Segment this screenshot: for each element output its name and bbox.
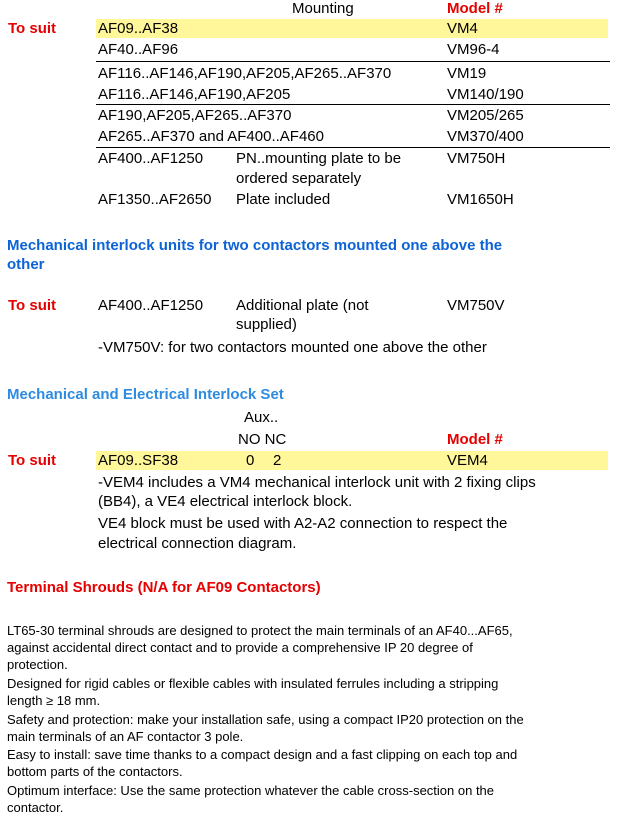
model-cell: VM750H [447, 150, 506, 167]
no-nc-header: NO NC [238, 431, 287, 448]
note-cell: ordered separately [236, 170, 362, 187]
model-header: Model # [447, 0, 503, 17]
model-cell: VM750V [447, 297, 505, 314]
range-cell: AF09..AF38 [98, 20, 179, 37]
model-cell: VM4 [447, 20, 478, 37]
paragraph-line: protection. [7, 657, 68, 672]
range-cell: AF116..AF146,AF190,AF205 [98, 86, 291, 103]
model-cell: VM1650H [447, 191, 514, 208]
model-header: Model # [447, 431, 503, 448]
range-cell: AF09..SF38 [98, 452, 179, 469]
paragraph-line: Safety and protection: make your installation safe, using a compact IP20 protection on the [7, 712, 524, 727]
paragraph-line: bottom parts of the contactors. [7, 764, 183, 779]
range-cell: AF400..AF1250 [98, 297, 204, 314]
remark-text: -VM750V: for two contactors mounted one above the other [98, 339, 487, 356]
paragraph-line: main terminals of an AF contactor 3 pole. [7, 729, 244, 744]
model-cell: VM19 [447, 65, 487, 82]
section-title: Mechanical interlock units for two contactors mounted one above the [7, 237, 503, 254]
divider [96, 104, 610, 105]
model-cell: VM96-4 [447, 41, 500, 58]
range-cell: AF1350..AF2650 [98, 191, 212, 208]
description-line: -VEM4 includes a VM4 mechanical interlock unit with 2 fixing clips [98, 474, 536, 491]
to-suit-label: To suit [8, 297, 57, 314]
paragraph-line: contactor. [7, 800, 64, 815]
paragraph-line: LT65-30 terminal shrouds are designed to protect the main terminals of an AF40...AF65, [7, 623, 513, 638]
range-cell: AF265..AF370 and AF400..AF460 [98, 128, 324, 145]
to-suit-label: To suit [8, 20, 57, 37]
no-value: 0 [246, 452, 255, 469]
paragraph-line: length ≥ 18 mm. [7, 693, 101, 708]
aux-header: Aux.. [244, 409, 279, 426]
section-title: Terminal Shrouds (N/A for AF09 Contactors) [7, 579, 321, 596]
paragraph-line: Optimum interface: Use the same protection whatever the cable cross-section on the [7, 783, 495, 798]
mounting-header: Mounting [292, 0, 354, 17]
range-cell: AF40..AF96 [98, 41, 179, 58]
note-cell: PN..mounting plate to be [236, 150, 402, 167]
description-line: VE4 block must be used with A2-A2 connection to respect the [98, 515, 508, 532]
range-cell: AF400..AF1250 [98, 150, 204, 167]
paragraph-line: against accidental direct contact and to provide a comprehensive IP 20 degree of [7, 640, 473, 655]
range-cell: AF190,AF205,AF265..AF370 [98, 107, 292, 124]
note-cell: Additional plate (not [236, 297, 369, 314]
divider [96, 61, 610, 62]
section-title: Mechanical and Electrical Interlock Set [7, 386, 284, 403]
section-title-cont: other [7, 256, 45, 273]
paragraph-line: Designed for rigid cables or flexible cables with insulated ferrules including a stripping [7, 676, 499, 691]
note-cell: Plate included [236, 191, 331, 208]
note-cell: supplied) [236, 316, 297, 333]
description-line: (BB4), a VE4 electrical interlock block. [98, 493, 353, 510]
range-cell: AF116..AF146,AF190,AF205,AF265..AF370 [98, 65, 392, 82]
to-suit-label: To suit [8, 452, 57, 469]
model-cell: VM370/400 [447, 128, 524, 145]
model-cell: VEM4 [447, 452, 488, 469]
divider [96, 147, 610, 148]
model-cell: VM205/265 [447, 107, 524, 124]
paragraph-line: Easy to install: save time thanks to a compact design and a fast clipping on each top and [7, 747, 518, 762]
description-line: electrical connection diagram. [98, 535, 297, 552]
nc-value: 2 [273, 452, 282, 469]
model-cell: VM140/190 [447, 86, 524, 103]
